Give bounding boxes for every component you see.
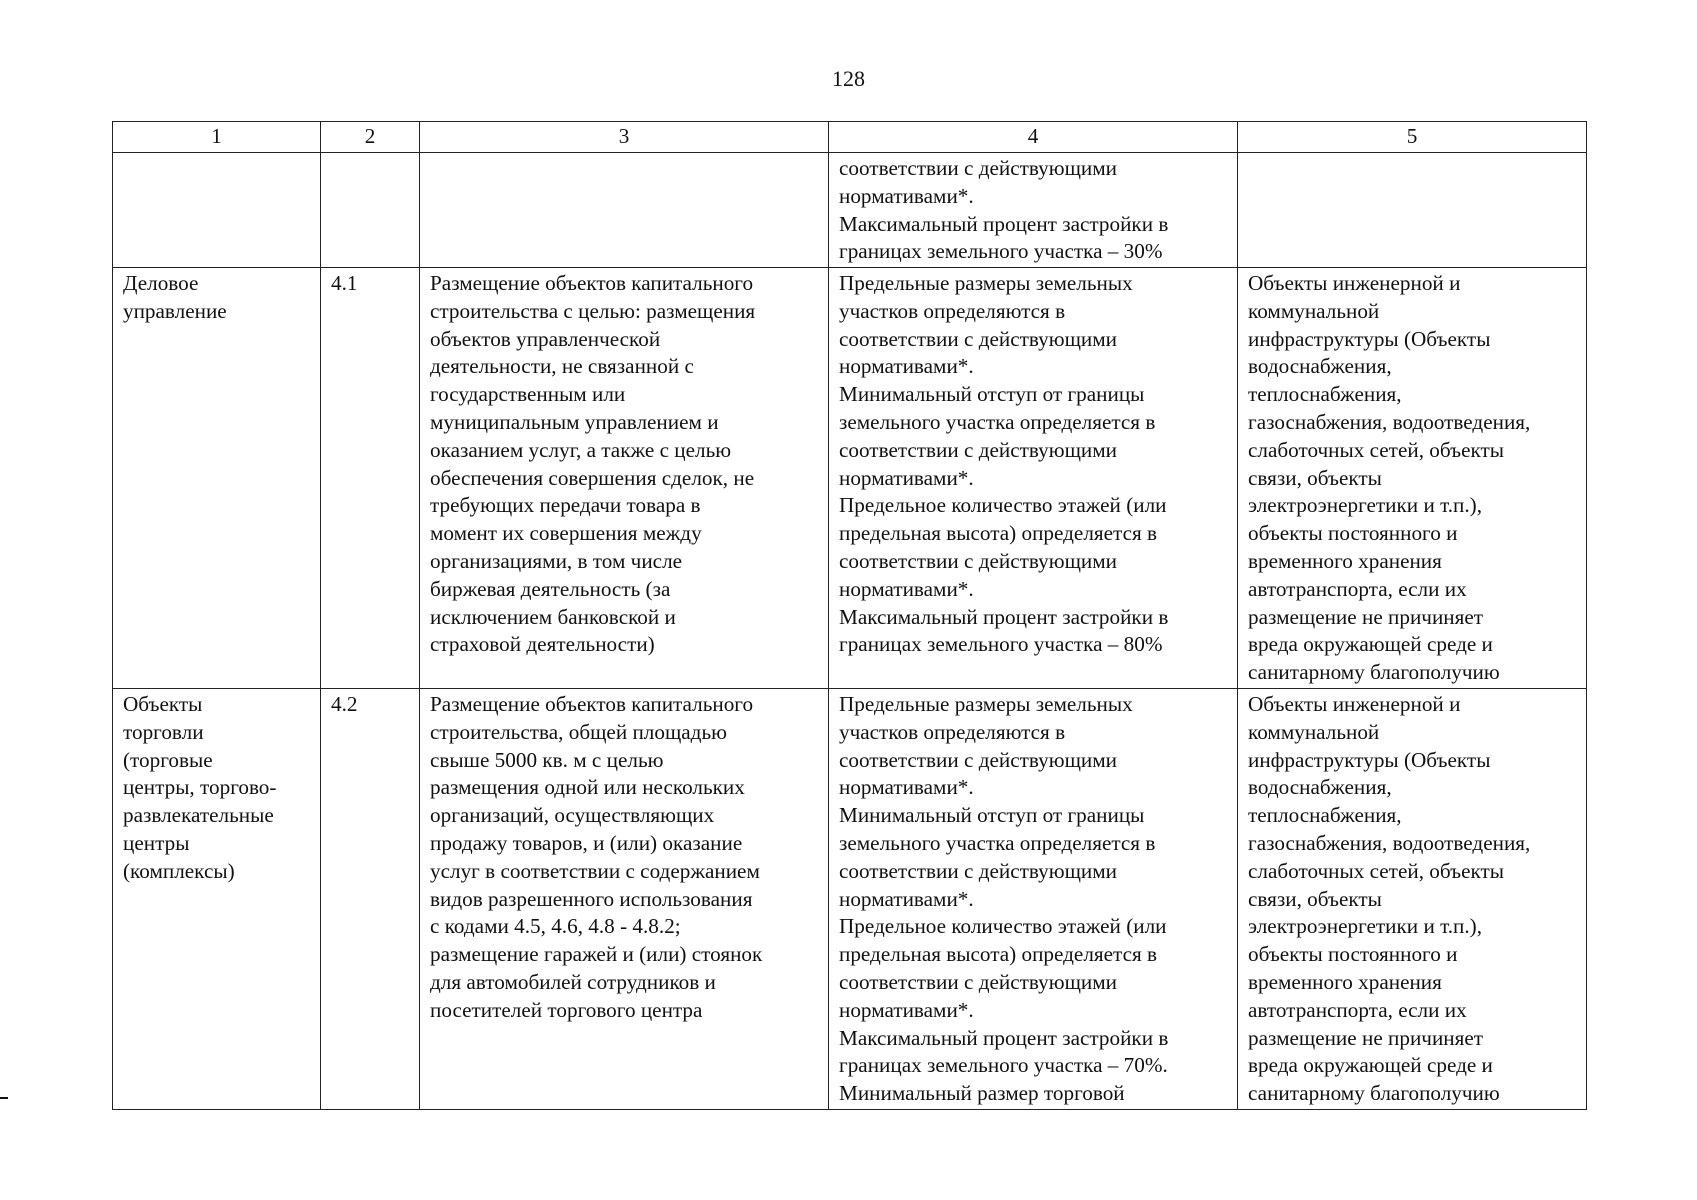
cell-text-line: услуг в соответствии с содержанием	[430, 858, 760, 883]
table-cell-col1	[113, 268, 321, 689]
cell-text-line: предельная высота) определяется в	[839, 942, 1158, 967]
table-cell-col4	[829, 153, 1238, 268]
table-cell-col3	[420, 268, 829, 689]
cell-text-line: управление	[123, 298, 227, 323]
cell-text-line: Объекты инженерной и	[1248, 271, 1461, 295]
cell-text-line: страховой деятельности)	[430, 632, 655, 657]
table-cell-col5	[1238, 689, 1587, 1110]
cell-text-line: деятельности, не связанной с	[430, 354, 694, 379]
column-header-5: 5	[1238, 122, 1587, 153]
cell-text-line: центры	[123, 830, 190, 855]
cell-text-line: газоснабжения, водоотведения,	[1248, 409, 1531, 434]
cell-text-line: Максимальный процент застройки в	[839, 604, 1169, 629]
cell-text-line: видов разрешенного использования	[430, 886, 753, 911]
cell-text-line: Максимальный процент застройки в	[839, 1025, 1169, 1050]
table-cell-col4	[829, 268, 1238, 689]
table-cell-col5	[1238, 153, 1587, 268]
table-row-business-management	[113, 268, 1587, 689]
cell-text-line: с кодами 4.5, 4.6, 4.8 - 4.8.2;	[430, 914, 681, 939]
table-cell-col2	[321, 153, 420, 268]
cell-text-line: вреда окружающей среде и	[1248, 1053, 1493, 1078]
cell-text-line: водоснабжения,	[1248, 775, 1392, 800]
cell-text-line: Минимальный размер торговой	[839, 1081, 1125, 1106]
cell-text-line: Объекты инженерной и	[1248, 692, 1461, 716]
page-number: 128	[832, 66, 865, 91]
cell-text-line: участков определяются в	[839, 719, 1066, 744]
cell-text-line: развлекательные	[123, 803, 274, 828]
cell-text-line: санитарному благополучию	[1248, 660, 1500, 685]
cell-text-line: Предельные размеры земельных	[839, 692, 1133, 716]
cell-text-line: организаций, осуществляющих	[430, 803, 715, 828]
column-header-4: 4	[829, 122, 1238, 153]
cell-text-line: связи, объекты	[1248, 465, 1382, 490]
cell-text-line: размещение не причиняет	[1248, 604, 1484, 629]
cell-text-line: электроэнергетики и т.п.),	[1248, 914, 1483, 939]
cell-text-line: строительства с целью: размещения	[430, 298, 756, 323]
cell-text-line: размещения одной или нескольких	[430, 775, 745, 800]
cell-text-line: нормативами*.	[839, 183, 974, 208]
table-cell-col2: 4.2	[321, 689, 420, 1110]
cell-text-line: строительства, общей площадью	[430, 719, 727, 744]
cell-text-line: связи, объекты	[1248, 886, 1382, 911]
cell-text-line: объекты постоянного и	[1248, 521, 1458, 546]
cell-text-line: муниципальным управлением и	[430, 409, 719, 434]
cell-text-line: объектов управленческой	[430, 326, 661, 351]
cell-text-line: слаботочных сетей, объекты	[1248, 858, 1504, 883]
cell-text-line: нормативами*.	[839, 886, 974, 911]
cell-text-line: соответствии с действующими	[839, 326, 1118, 351]
margin-mark	[0, 1097, 8, 1099]
cell-text-line: момент их совершения между	[430, 521, 702, 546]
cell-text-line: размещение гаражей и (или) стоянок	[430, 942, 763, 967]
cell-text-line: теплоснабжения,	[1248, 803, 1402, 828]
cell-text-line: (комплексы)	[123, 858, 235, 883]
cell-text-line: теплоснабжения,	[1248, 382, 1402, 407]
cell-text-line: предельная высота) определяется в	[839, 521, 1158, 546]
zoning-table	[112, 121, 1587, 1110]
cell-text-line: (торговые	[123, 747, 213, 772]
cell-text-line: биржевая деятельность (за	[430, 576, 671, 601]
cell-text-line: соответствии с действующими	[839, 548, 1118, 573]
cell-text-line: продажу товаров, и (или) оказание	[430, 830, 743, 855]
cell-text-line: объекты постоянного и	[1248, 942, 1458, 967]
cell-text-line: исключением банковской и	[430, 604, 676, 629]
cell-text-line: государственным или	[430, 382, 626, 407]
cell-text-line: временного хранения	[1248, 969, 1442, 994]
cell-text-line: соответствии с действующими	[839, 969, 1118, 994]
cell-text-line: Объекты	[123, 692, 203, 716]
cell-text-line: соответствии с действующими	[839, 858, 1118, 883]
table-header-row	[113, 122, 1587, 153]
cell-text-line: требующих передачи товара в	[430, 493, 701, 518]
column-header-2: 2	[321, 122, 420, 153]
cell-text-line: земельного участка определяется в	[839, 830, 1156, 855]
cell-text-line: границах земельного участка – 80%	[839, 632, 1163, 657]
cell-text-line: инфраструктуры (Объекты	[1248, 326, 1491, 351]
table-cell-col2: 4.1	[321, 268, 420, 689]
cell-text-line: границах земельного участка – 70%.	[839, 1053, 1168, 1078]
cell-text-line: участков определяются в	[839, 298, 1066, 323]
cell-text-line: Максимальный процент застройки в	[839, 211, 1169, 236]
table-body	[113, 153, 1587, 1110]
cell-text-line: водоснабжения,	[1248, 354, 1392, 379]
cell-text-line: нормативами*.	[839, 354, 974, 379]
cell-text-line: соответствии с действующими	[839, 747, 1118, 772]
cell-text-line: Размещение объектов капитального	[430, 271, 754, 295]
cell-text-line: Предельные размеры земельных	[839, 271, 1133, 295]
cell-text-line: оказанием услуг, а также с целью	[430, 437, 732, 462]
cell-text-line: Размещение объектов капитального	[430, 692, 754, 716]
cell-text-line: нормативами*.	[839, 775, 974, 800]
cell-text-line: организациями, в том числе	[430, 548, 683, 573]
cell-text-line: размещение не причиняет	[1248, 1025, 1484, 1050]
cell-text-line: Деловое	[123, 271, 199, 295]
cell-text-line: нормативами*.	[839, 576, 974, 601]
table-row-continuation	[113, 153, 1587, 268]
cell-text-line: инфраструктуры (Объекты	[1248, 747, 1491, 772]
table-cell-col1	[113, 153, 321, 268]
cell-text-line: свыше 5000 кв. м с целью	[430, 747, 664, 772]
cell-text-line: соответствии с действующими	[839, 437, 1118, 462]
table-row-trade-objects	[113, 689, 1587, 1110]
cell-text-line: Минимальный отступ от границы	[839, 382, 1145, 407]
table-cell-col1	[113, 689, 321, 1110]
cell-text-line: коммунальной	[1248, 298, 1380, 323]
column-header-3: 3	[420, 122, 829, 153]
cell-text-line: посетителей торгового центра	[430, 997, 703, 1022]
cell-text-line: вреда окружающей среде и	[1248, 632, 1493, 657]
column-header-1: 1	[113, 122, 321, 153]
cell-text-line: временного хранения	[1248, 548, 1442, 573]
cell-text-line: Минимальный отступ от границы	[839, 803, 1145, 828]
cell-text-line: Предельное количество этажей (или	[839, 914, 1167, 939]
table-cell-col3	[420, 153, 829, 268]
cell-text-line: газоснабжения, водоотведения,	[1248, 830, 1531, 855]
cell-text-line: автотранспорта, если их	[1248, 997, 1467, 1022]
table-cell-col4	[829, 689, 1238, 1110]
table-cell-col3	[420, 689, 829, 1110]
cell-text-line: соответствии с действующими	[839, 156, 1118, 180]
cell-text-line: центры, торгово-	[123, 775, 277, 800]
cell-text-line: торговли	[123, 719, 204, 744]
cell-text-line: нормативами*.	[839, 997, 974, 1022]
cell-text-line: автотранспорта, если их	[1248, 576, 1467, 601]
cell-text-line: земельного участка определяется в	[839, 409, 1156, 434]
cell-text-line: слаботочных сетей, объекты	[1248, 437, 1504, 462]
cell-text-line: обеспечения совершения сделок, не	[430, 465, 755, 490]
cell-text-line: санитарному благополучию	[1248, 1081, 1500, 1106]
cell-text-line: границах земельного участка – 30%	[839, 239, 1163, 264]
cell-text-line: электроэнергетики и т.п.),	[1248, 493, 1483, 518]
cell-text-line: Предельное количество этажей (или	[839, 493, 1167, 518]
cell-text-line: для автомобилей сотрудников и	[430, 969, 716, 994]
cell-text-line: коммунальной	[1248, 719, 1380, 744]
table-cell-col5	[1238, 268, 1587, 689]
cell-text-line: нормативами*.	[839, 465, 974, 490]
